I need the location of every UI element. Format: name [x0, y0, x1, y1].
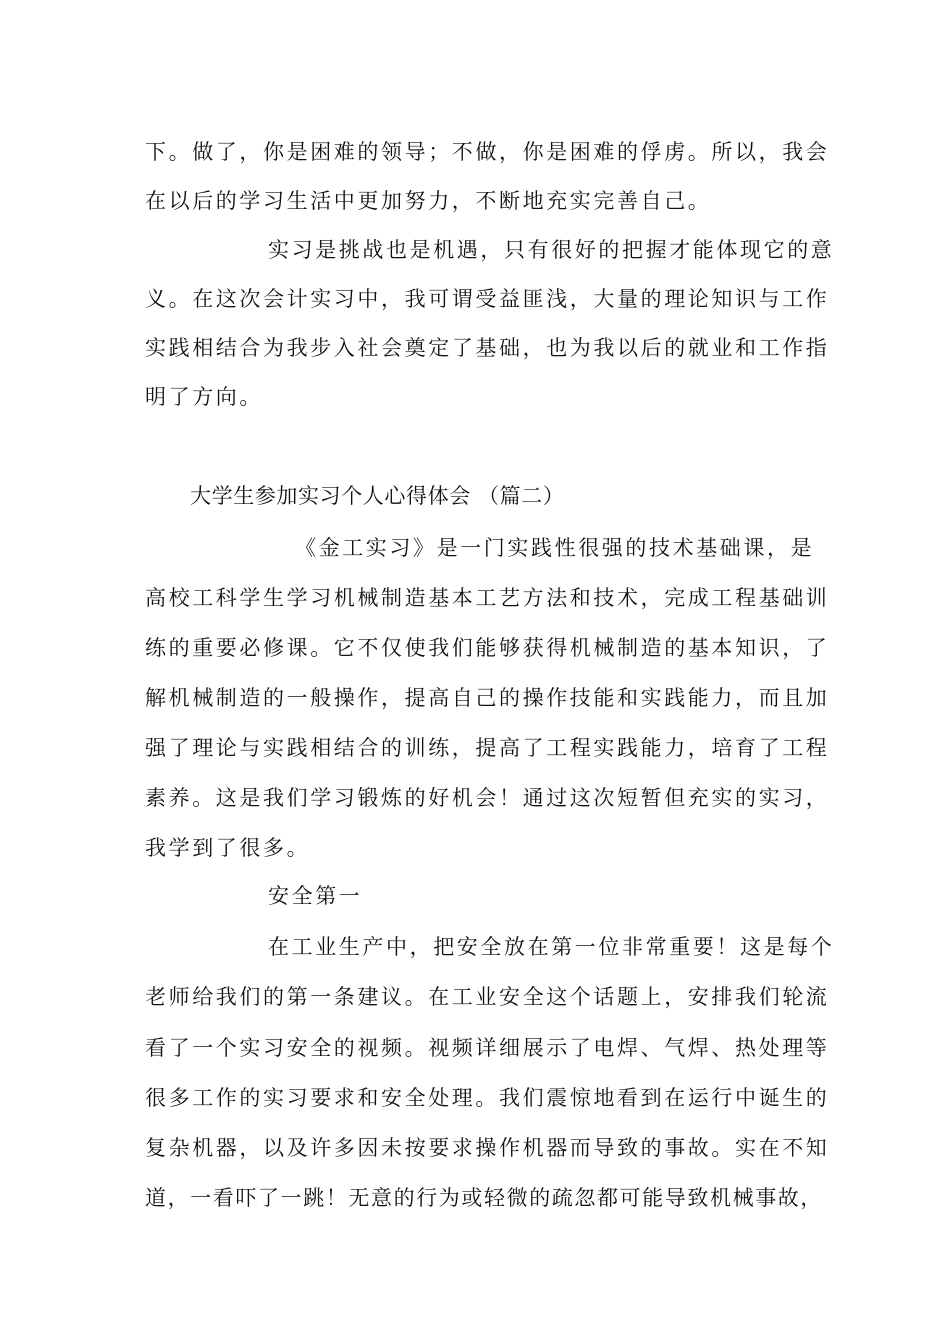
paragraph-line: 素养。这是我们学习锻炼的好机会！通过这次短暂但充实的实习， [145, 786, 830, 810]
paragraph-line: 义。在这次会计实习中，我可谓受益匪浅，大量的理论知识与工作 [145, 287, 830, 311]
paragraph-line: 《金工实习》是一门实践性很强的技术基础课，是 [295, 536, 815, 560]
paragraph-line: 实践相结合为我步入社会奠定了基础，也为我以后的就业和工作指 [145, 336, 830, 360]
subsection-heading: 安全第一 [268, 884, 363, 908]
paragraph-line: 下。做了，你是困难的领导；不做，你是困难的俘虏。所以，我会 [145, 140, 830, 164]
paragraph-line: 很多工作的实习要求和安全处理。我们震惊地看到在运行中诞生的 [145, 1086, 830, 1110]
section-title: 大学生参加实习个人心得体会 （篇二） [190, 484, 565, 508]
paragraph-line: 明了方向。 [145, 385, 263, 409]
paragraph-line: 高校工科学生学习机械制造基本工艺方法和技术，完成工程基础训 [145, 586, 830, 610]
paragraph-line: 老师给我们的第一条建议。在工业安全这个话题上，安排我们轮流 [145, 985, 830, 1009]
paragraph-line: 在工业生产中，把安全放在第一位非常重要！这是每个 [268, 935, 835, 959]
paragraph-line: 道，一看吓了一跳！无意的行为或轻微的疏忽都可能导致机械事故， [145, 1186, 823, 1210]
paragraph-line: 解机械制造的一般操作，提高自己的操作技能和实践能力，而且加 [145, 686, 830, 710]
paragraph-line: 练的重要必修课。它不仅使我们能够获得机械制造的基本知识，了 [145, 636, 830, 660]
paragraph-line: 看了一个实习安全的视频。视频详细展示了电焊、气焊、热处理等 [145, 1036, 830, 1060]
paragraph-line: 复杂机器，以及许多因未按要求操作机器而导致的事故。实在不知 [145, 1136, 830, 1160]
paragraph-line: 在以后的学习生活中更加努力，不断地充实完善自己。 [145, 189, 712, 213]
paragraph-line: 实习是挑战也是机遇，只有很好的把握才能体现它的意 [268, 238, 835, 262]
paragraph-line: 强了理论与实践相结合的训练，提高了工程实践能力，培育了工程 [145, 736, 830, 760]
paragraph-line: 我学到了很多。 [145, 836, 311, 860]
